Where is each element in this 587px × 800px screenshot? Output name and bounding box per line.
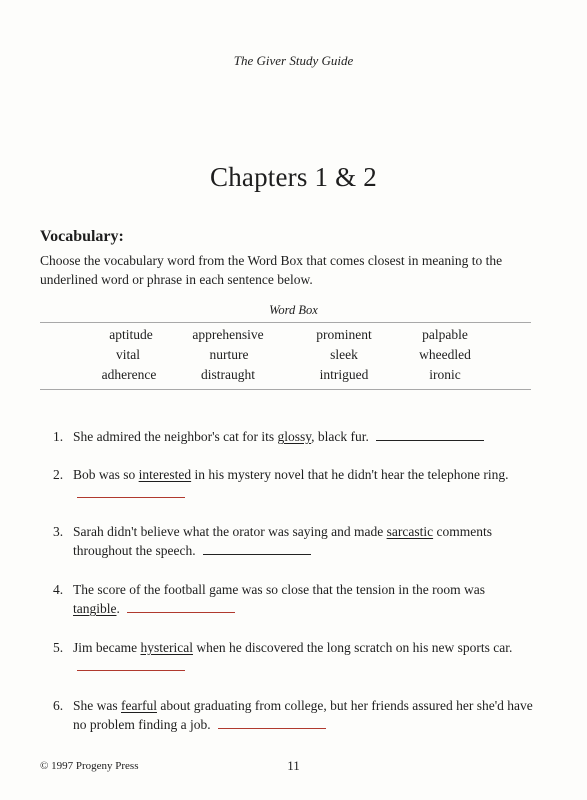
word-box-word: aptitude — [109, 327, 153, 342]
page-title: Chapters 1 & 2 — [209, 162, 378, 192]
underlined-word: tangible — [73, 601, 117, 616]
question-item — [40, 696, 535, 734]
instructions-text: Choose the vocabulary word from the Word Box that comes closest in meaning to the underlined word or phrase in each sentence below. — [40, 253, 503, 287]
question-text: Jim became hysterical when he discovered the long scratch on his new sports car. — [73, 638, 535, 676]
underlined-word: interested — [138, 467, 192, 482]
running-header: The Giver Study Guide — [233, 53, 354, 68]
question-number: 5. — [53, 640, 64, 655]
word-box-top-rule — [40, 322, 531, 323]
underlined-word: sarcastic — [386, 524, 434, 539]
word-box — [40, 327, 531, 387]
word-box-word: apprehensive — [192, 327, 264, 342]
underlined-word: hysterical — [140, 640, 193, 655]
question-text: She admired the neighbor's cat for its glossy, black fur. — [73, 427, 535, 446]
question-number: 1. — [53, 429, 64, 444]
word-box-row — [40, 367, 531, 387]
question-text: The score of the football game was so close that the tension in the room was tangible. — [73, 582, 486, 616]
question-item — [40, 427, 535, 446]
underlined-word: fearful — [121, 698, 157, 713]
word-box-word: intrigued — [319, 367, 369, 382]
question-number: 2. — [53, 467, 64, 482]
word-box-row — [40, 347, 531, 367]
question-text: She was fearful about graduating from college, but her friends assured her she'd have no problem finding a job. — [73, 698, 533, 732]
word-box-bottom-rule — [40, 389, 531, 390]
word-box-word: prominent — [316, 327, 372, 342]
question-number: 4. — [53, 582, 64, 597]
word-box-word: vital — [116, 347, 140, 362]
word-box-word: sleek — [330, 347, 358, 362]
answer-blank[interactable] — [218, 716, 326, 729]
underlined-word: glossy — [277, 429, 312, 444]
question-item — [40, 580, 535, 618]
question-number: 6. — [53, 698, 64, 713]
word-box-word: wheedled — [419, 347, 471, 362]
question-item — [40, 638, 535, 676]
word-box-word: nurture — [209, 347, 249, 362]
question-text: Sarah didn't believe what the orator was saying and made sarcastic comments throughout the speech. — [73, 524, 492, 558]
answer-blank[interactable] — [77, 485, 185, 498]
question-number: 3. — [53, 524, 64, 539]
word-box-word: palpable — [422, 327, 468, 342]
word-box-word: ironic — [429, 367, 461, 382]
answer-blank[interactable] — [127, 600, 235, 613]
question-item — [40, 522, 535, 560]
section-heading: Vocabulary: — [40, 228, 124, 245]
word-box-row — [40, 327, 531, 347]
page-number: 11 — [287, 758, 300, 773]
word-box-title: Word Box — [269, 303, 318, 317]
question-text: Bob was so interested in his mystery novel that he didn't hear the telephone ring. — [73, 465, 535, 503]
answer-blank[interactable] — [77, 658, 185, 671]
question-item — [40, 465, 535, 503]
copyright-notice: © 1997 Progeny Press — [40, 760, 139, 772]
word-box-word: adherence — [101, 367, 157, 382]
word-box-word: distraught — [201, 367, 255, 382]
answer-blank[interactable] — [376, 428, 484, 441]
answer-blank[interactable] — [203, 542, 311, 555]
